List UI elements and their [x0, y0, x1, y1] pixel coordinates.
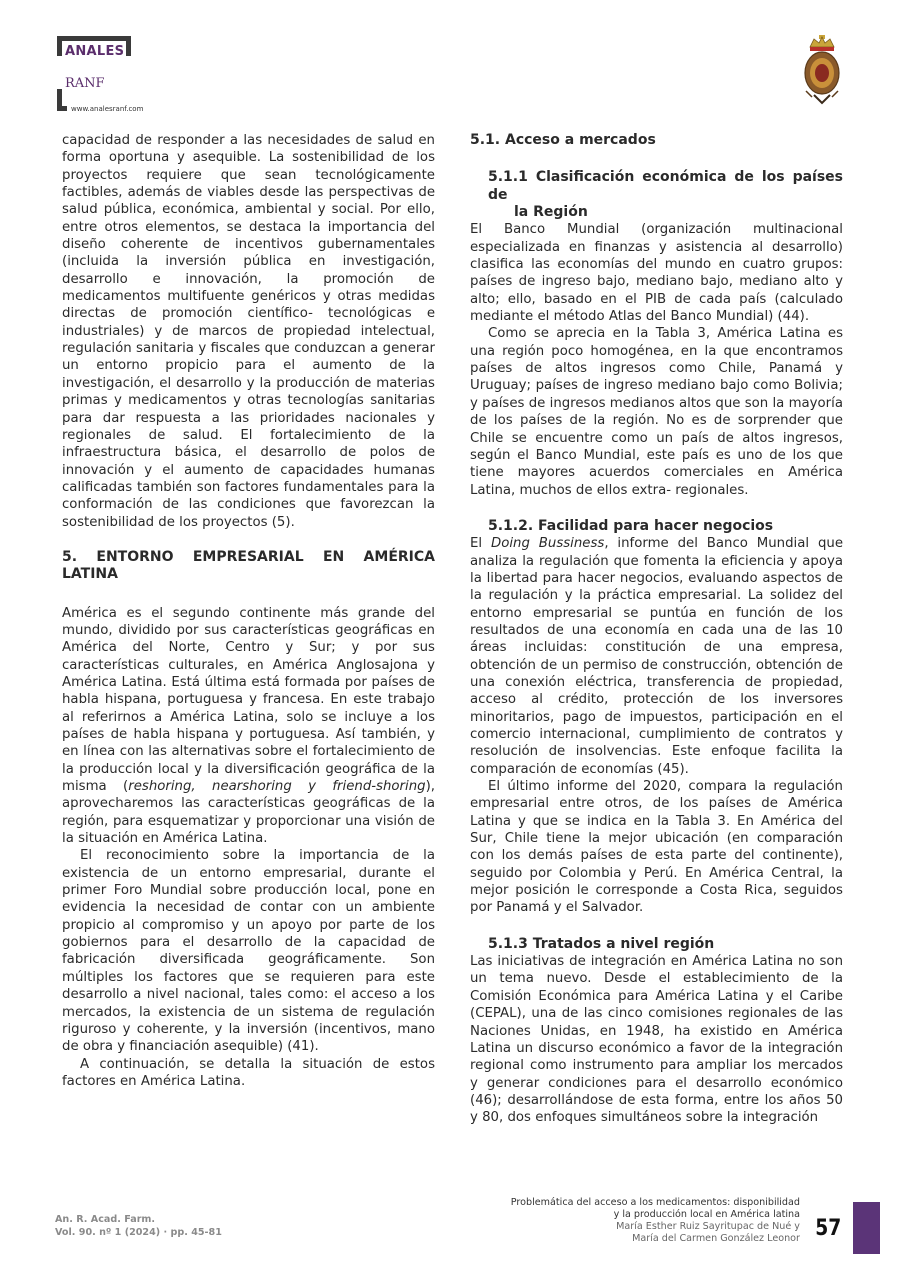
subsection-heading: 5.1.2. Facilidad para hacer negocios — [488, 517, 774, 534]
page-number: 57 — [815, 1216, 842, 1241]
paragraph: El último informe del 2020, compara la regulación empresarial entre otros, de los países de América Latina y que se indica en la Tabla 3. En América del Sur, Chile tiene la mejor ubicación (en comparación con los demás países de esta parte del continente), seguido por Colombia y Perú. En América Central, la mejor posición le corresponde a Costa Rica, seguidos por Panamá y el Salvador. — [470, 779, 843, 916]
paragraph: El reconocimiento sobre la importancia de la existencia de un entorno empresarial, durante el primer Foro Mundial sobre producción local, pone en evidencia la necesidad de contar con un ambiente propicio al compromiso y un apoyo por parte de los gobiernos para el desarrollo de la capacidad de fabricación diversificada geográficamente. Son múltiples los factores que se requieren para este desarrollo a nivel nacional, tales como: el acceso a los mercados, la existencia de un sistema de regulación riguroso y coherente, y la inversión (incentivos, mano de obra y financiación asequible) (41). — [62, 848, 435, 1055]
journal-volume: Vol. 90. nº 1 (2024) · pp. 45-81 — [55, 1227, 222, 1238]
paragraph: América es el segundo continente más grande del mundo, dividido por sus características geográficas en América del Norte, Centro y Sur; y por sus características culturales, en América Anglosajona y América Latina. Está última está formada por países de habla hispana, portuguesa y francesa. En este trabajo al referirnos a América Latina, solo se incluye a los países de habla hispana y portuguesa. Así también, y en línea con las alternativas sobre el fortalecimiento de la producción local y la diversificación geográfica de la misma (reshoring, nearshoring y friend-shoring), aprovecharemos las características geográficas de la región, para esquematizar y proporcionar una visión de la situación en América Latina. — [62, 605, 435, 847]
paragraph: Las iniciativas de integración en América Latina no son un tema nuevo. Desde el establecimiento de la Comisión Económica para América Latina y el Caribe (CEPAL), una de las cinco comisiones regionales de las Naciones Unidas, en 1948, ha existido en América Latina un discurso económico a favor de la integración regional como instrumento para ampliar los mercados y generar condiciones para el desarrollo económico (46); desarrollándose de esta forma, entre los años 50 y 80, dos enfoques simultáneos sobre la integración — [470, 954, 843, 1126]
paragraph: El Banco Mundial (organización multinacional especializada en finanzas y asistencia al desarrollo) clasifica las economías del mundo en cuatro grupos: países de ingreso bajo, mediano bajo, mediano alto y alto; ello, basado en el PIB de cada país (calculado mediante el método Atlas del Banco Mundial) (44). — [470, 222, 843, 325]
left-column — [62, 132, 435, 1090]
authors-line: María Esther Ruiz Sayritupac de Nué y — [616, 1221, 800, 1232]
paragraph: capacidad de responder a las necesidades de salud en forma oportuna y asequible. La sostenibilidad de los proyectos requiere que sean tecnológicamente factibles, además de viables desde las perspectivas de salud pública, económica, ambiental y social. Por ello, entre otros elementos, se destaca la importancia del diseño coherente de incentivos gubernamentales (incluida la inversión pública en investigación, desarrollo e innovación, la promoción de medicamentos multifuente genéricos y otras medidas directas de promoción científico- tecnológicas e industriales) y de marcos de propiedad intelectual, regulación sanitaria y fiscales que conduzcan a generar un entorno propicio para el aumento de la investigación, el desarrollo y la producción de materias primas y medicamentos y otras tecnologías sanitarias para dar respuesta a las prioridades nacionales y regionales de salud. El fortalecimiento de la infraestructura básica, el desarrollo de polos de innovación y el aumento de capacidades humanas calificadas también son factores fundamentales para la conformación de las condiciones que favorezcan la sostenibilidad de los proyectos (5). — [62, 133, 435, 530]
royal-academy-crest-icon — [800, 33, 844, 105]
subsection-heading: 5.1.1 Clasificación económica de los países de la Región — [488, 169, 843, 221]
section-heading: 5. ENTORNO EMPRESARIAL EN AMÉRICA LATINA — [62, 548, 435, 583]
section-heading: 5.1. Acceso a mercados — [470, 132, 656, 148]
paragraph: El Doing Bussiness, informe del Banco Mundial que analiza la regulación que fomenta la eficiencia y apoya la libertad para hacer negocios, evaluando aspectos de la regulación y la práctica empresarial. La solidez del entorno empresarial se puntúa en función de los resultados de una economía en cada una de las 10 áreas incluidas: constitución de una empresa, obtención de un permiso de construcción, obtención de una conexión eléctrica, transferencia de propiedad, acceso al crédito, protección de los inversores minoritarios, pago de impuestos, participación en el comercio internacional, cumplimiento de contratos y resolución de insolvencias. Este enfoque facilita la comparación de economías (45). — [470, 536, 844, 777]
running-title — [460, 1197, 800, 1245]
article-title-line: Problemática del acceso a los medicamentos: disponibilidad — [510, 1197, 800, 1208]
subsection-heading: 5.1.3 Tratados a nivel región — [488, 935, 715, 952]
logo-title: ANALES — [65, 44, 125, 59]
logo-subtitle: RANF — [65, 76, 105, 91]
right-column — [470, 132, 843, 1127]
logo-url: www.analesranf.com — [71, 105, 144, 113]
journal-logo — [57, 36, 177, 116]
article-title-line: y la producción local en América latina — [613, 1209, 800, 1220]
paragraph: A continuación, se detalla la situación de estos factores en América Latina. — [62, 1056, 435, 1089]
paragraph: Como se aprecia en la Tabla 3, América Latina es una región poco homogénea, en la que encontramos países de altos ingresos como Chile, Panamá y Uruguay; países de ingreso mediano bajo como Bolivia; y países de ingresos medianos altos que son la mayoría de los países de la región. No es de sorprender que Chile se encuentre como un país de altos ingresos, según el Banco Mundial, este país es uno de los que tiene mayores acuerdos comerciales en América Latina, muchos de ellos extra- regionales. — [470, 326, 843, 498]
logo-bracket-bottom — [57, 89, 67, 111]
page-accent-bar — [853, 1202, 880, 1254]
authors-line: María del Carmen González Leonor — [632, 1233, 800, 1244]
journal-name: An. R. Acad. Farm. — [55, 1214, 156, 1225]
journal-citation — [55, 1213, 222, 1239]
